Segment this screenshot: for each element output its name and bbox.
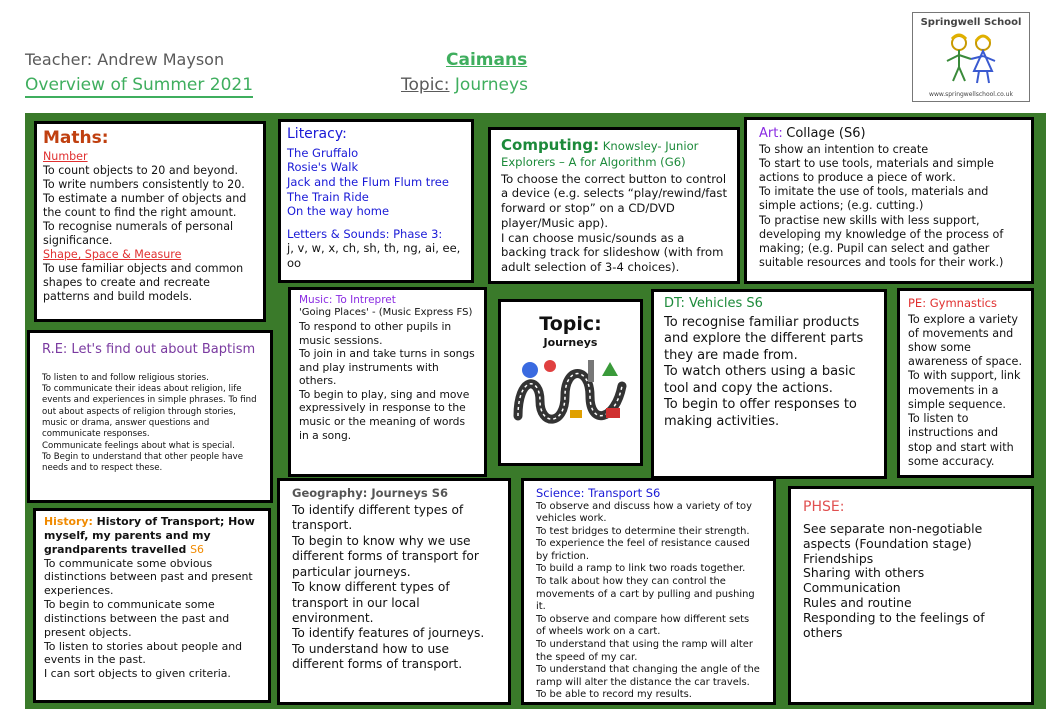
- list-item: To Begin to understand that other people have needs and to respect these.: [42, 451, 244, 474]
- school-logo: [912, 12, 1030, 102]
- computing-unit: Knowsley- Junior Explorers – A for Algorithm (G6): [501, 139, 699, 170]
- list-item: To imitate the use of tools, materials and simple actions; (e.g. cutting.): [759, 185, 989, 213]
- art-card: [744, 117, 1034, 284]
- maths-shape-heading: Shape, Space & Measure: [43, 248, 182, 262]
- list-item: Communicate feelings about what is special.: [42, 440, 235, 451]
- list-item: The Train Ride: [287, 189, 369, 204]
- phse-card: [788, 486, 1034, 705]
- list-item: To choose the correct button to control a device (e.g. selects “play/rewind/fast forward or stop” on a CD/DVD player/Music app).: [501, 171, 727, 230]
- list-item: To identify features of journeys.: [292, 626, 485, 641]
- maths-title: Maths:: [43, 128, 109, 148]
- list-item: To recognise familiar products and explore the different parts they are made from.: [664, 314, 864, 363]
- journey-road-icon: [510, 356, 632, 426]
- list-item: To communicate their ideas about religion, life events and experiences in simple phrases. To find out about aspects of religion through stories, music or drama, answer questions and communicate responses.: [42, 383, 257, 440]
- list-item: To talk about how they can control the movements of a cart by pulling and pushing it.: [536, 576, 755, 613]
- list-item: To build a ramp to link two roads together.: [536, 563, 746, 575]
- list-item: Rules and routine: [803, 595, 912, 611]
- list-item: To know different types of transport in our local environment.: [292, 580, 450, 625]
- list-item: See separate non-negotiable aspects (Foundation stage): [803, 520, 983, 551]
- list-item: To communicate some obvious distinctions between past and present experiences.: [44, 556, 253, 598]
- list-item: To with support, link movements in a simple sequence.: [908, 369, 1021, 411]
- list-item: To understand how to use different forms of transport.: [292, 641, 463, 672]
- list-item: To explore a variety of movements and show some awareness of space.: [908, 312, 1022, 369]
- music-card: [288, 287, 487, 477]
- topic-label: Topic:: [401, 75, 450, 95]
- re-card: [27, 330, 273, 503]
- list-item: To begin to play, sing and move expressively in response to the music or the meaning of words in a song.: [299, 387, 470, 442]
- list-item: To show an intention to create: [759, 142, 929, 156]
- list-item: Sharing with others: [803, 565, 925, 581]
- list-item: I can sort objects to given criteria.: [44, 667, 231, 681]
- list-item: To listen to and follow religious stories.: [42, 372, 209, 383]
- dt-card: [651, 289, 887, 479]
- history-unit: History of Transport; How myself, my parents and my grandparents travelled: [44, 515, 255, 556]
- teacher-name: Teacher: Andrew Mayson: [25, 50, 225, 69]
- class-name: Caimans: [446, 50, 528, 70]
- list-item: To use familiar objects and common shapes to create and recreate patterns and build models.: [43, 262, 244, 304]
- logo-school-name: Springwell School: [920, 17, 1022, 28]
- literacy-card: [278, 119, 474, 283]
- geography-title: Geography: Journeys S6: [292, 486, 448, 500]
- list-item: The Gruffalo: [287, 145, 359, 160]
- art-unit: Collage (S6): [786, 126, 866, 141]
- letters-sounds-heading: Letters & Sounds: Phase 3:: [287, 226, 443, 241]
- list-item: To begin to offer responses to making activities.: [664, 397, 857, 429]
- list-item: To observe and compare how different sets of wheels work on a cart.: [536, 613, 750, 638]
- list-item: To observe and discuss how a variety of toy vehicles work.: [536, 500, 752, 525]
- literacy-title: Literacy:: [287, 126, 347, 142]
- logo-url: www.springwellschool.co.uk: [929, 91, 1013, 98]
- list-item: Rosie's Walk: [287, 160, 359, 175]
- list-item: To start to use tools, materials and simple actions to produce a piece of work.: [759, 156, 994, 184]
- music-title: Music: To Intrepret: [299, 294, 396, 306]
- letters-sounds-items: j, v, w, x, ch, sh, th, ng, ai, ee, oo: [287, 241, 461, 270]
- list-item: To test bridges to determine their strength.: [536, 525, 750, 537]
- re-title: R.E: Let's find out about Baptism: [42, 342, 256, 357]
- list-item: To begin to communicate some distinctions between the past and present objects.: [44, 598, 230, 639]
- list-item: To count objects to 20 and beyond.: [43, 163, 239, 177]
- list-item: Jack and the Flum Flum tree: [287, 174, 449, 189]
- computing-title: Computing:: [501, 136, 600, 154]
- science-title: Science: Transport S6: [536, 486, 661, 500]
- overview-title: Overview of Summer 2021: [25, 75, 253, 98]
- art-heading: [759, 126, 1019, 143]
- list-item: To be able to record my results.: [536, 689, 692, 701]
- list-item: To understand that using the ramp will alter the speed of my car.: [536, 638, 753, 663]
- list-item: On the way home: [287, 204, 390, 219]
- list-item: To join in and take turns in songs and play instruments with others.: [299, 347, 475, 388]
- topic-heading: [398, 75, 528, 95]
- dt-title: DT: Vehicles S6: [664, 296, 763, 311]
- list-item: To listen to instructions and stop and start with some accuracy.: [908, 412, 1014, 468]
- list-item: To practise new skills with less support, developing my knowledge of the process of making; (e.g. Pupil can select and gather suitable resources and tools for their work.): [759, 213, 1004, 270]
- topic-card: [498, 299, 643, 466]
- computing-heading: [501, 136, 727, 170]
- list-item: To estimate a number of objects and the count to find the right amount.: [43, 191, 247, 219]
- maths-number-heading: Number: [43, 149, 88, 163]
- computing-card: [488, 127, 740, 284]
- list-item: To understand that changing the angle of the ramp will alter the distance the car travels.: [536, 664, 760, 688]
- list-item: Friendships: [803, 550, 874, 566]
- list-item: To watch others using a basic tool and copy the actions.: [664, 364, 856, 396]
- art-title: Art:: [759, 126, 783, 141]
- topic-card-subtitle: Journeys: [543, 336, 598, 350]
- maths-number-lines: [43, 164, 257, 248]
- list-item: I can choose music/sounds as a backing track for slideshow (with from adult selection of 3-4 choices).: [501, 230, 724, 275]
- geography-card: [277, 478, 511, 705]
- science-card: [521, 478, 776, 705]
- topic-card-title: Topic:: [539, 313, 602, 335]
- pe-card: [897, 288, 1034, 478]
- list-item: To begin to know why we use different forms of transport for particular journeys.: [292, 533, 479, 579]
- phse-title: PHSE:: [803, 499, 845, 515]
- list-item: To listen to stories about people and events in the past.: [44, 639, 243, 667]
- maths-card: [34, 121, 266, 322]
- list-item: Responding to the feelings of others: [803, 610, 985, 640]
- pe-title: PE: Gymnastics: [908, 296, 997, 310]
- list-item: Communication: [803, 580, 901, 596]
- list-item: To identify different types of transport.: [292, 502, 464, 533]
- list-item: To recognise numerals of personal significance.: [43, 219, 234, 248]
- history-heading: [44, 515, 260, 557]
- history-level: S6: [190, 542, 204, 556]
- list-item: To experience the feel of resistance caused by friction.: [536, 538, 750, 562]
- topic-value: Journeys: [454, 75, 528, 95]
- history-card: [33, 508, 271, 703]
- list-item: To write numbers consistently to 20.: [43, 177, 245, 191]
- list-item: To respond to other pupils in music sessions.: [299, 320, 452, 347]
- children-icon: [941, 31, 1001, 87]
- music-unit: 'Going Places' - (Music Express FS): [299, 307, 473, 319]
- history-title: History:: [44, 515, 93, 528]
